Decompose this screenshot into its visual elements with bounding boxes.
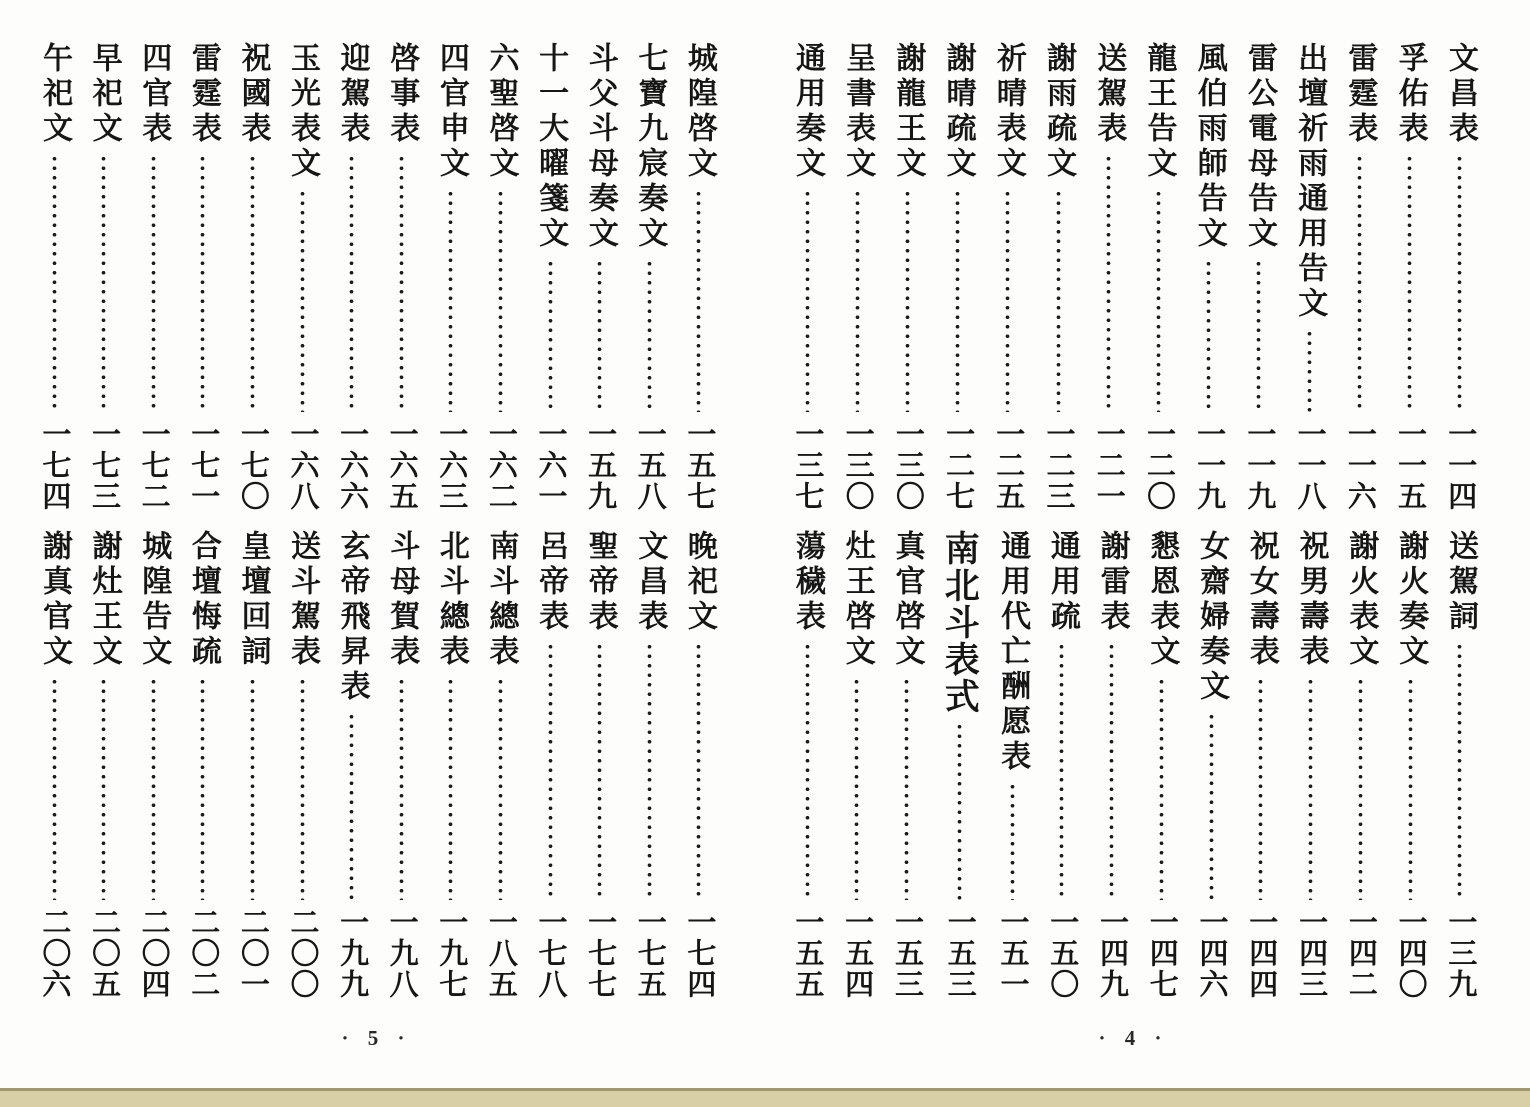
dot-leader	[645, 259, 654, 412]
entry-title: 出壇祈雨通用告文	[1293, 42, 1327, 322]
entry-page-number: 一六八	[286, 419, 319, 512]
toc-entry	[1442, 530, 1478, 1000]
entry-title: 風伯雨師告文	[1192, 42, 1226, 252]
toc-entry	[1341, 42, 1377, 512]
toc-entry	[284, 42, 320, 512]
entry-page-number: 一七七	[584, 907, 617, 1000]
toc-entry	[234, 530, 270, 1000]
entry-title: 南斗總表	[484, 530, 518, 670]
dot-leader	[1455, 642, 1464, 900]
entry-page-number: 一五八	[633, 419, 666, 512]
entry-title: 斗父斗母奏文	[583, 42, 617, 252]
toc-entry	[1040, 42, 1076, 512]
toc-entry	[1392, 42, 1428, 512]
entry-page-number: 一三七	[791, 419, 824, 512]
toc-entry	[135, 42, 171, 512]
dot-leader	[546, 259, 555, 412]
dot-leader	[1157, 677, 1166, 900]
entry-page-number: 一二七	[942, 419, 975, 512]
entry-page-number: 一三九	[1444, 907, 1477, 1000]
toc-entry	[1191, 42, 1227, 512]
entry-title: 呂帝表	[534, 530, 568, 635]
dot-leader	[1104, 154, 1113, 412]
dot-leader	[99, 154, 108, 412]
entry-title: 謝龍王文	[891, 42, 925, 182]
entry-title: 通用奏文	[791, 42, 824, 182]
dot-leader	[1207, 712, 1216, 900]
toc-entry	[582, 42, 618, 512]
entry-title: 聖帝表	[583, 530, 617, 635]
entry-title: 謝真官文	[38, 530, 71, 670]
dot-leader	[1003, 189, 1012, 412]
entry-page-number: 一一六	[1343, 419, 1376, 512]
dot-leader	[298, 189, 307, 412]
entry-title: 通用疏	[1045, 530, 1079, 635]
entry-page-number: 二〇〇	[286, 907, 319, 1000]
dot-leader	[1405, 154, 1414, 412]
entry-title: 送斗駕表	[286, 530, 320, 670]
dot-leader	[347, 154, 356, 412]
dot-leader	[1054, 189, 1063, 412]
entry-page-number: 一一八	[1293, 419, 1326, 512]
dot-leader	[953, 189, 962, 412]
toc-entry	[1442, 42, 1478, 512]
dot-leader	[902, 677, 911, 900]
entry-page-number: 一二〇	[1142, 419, 1175, 512]
dot-leader	[1406, 677, 1415, 900]
entry-title: 祈晴表文	[991, 42, 1025, 182]
entry-page-number: 一四七	[1145, 907, 1178, 1000]
entry-title: 孚佑表	[1393, 42, 1427, 147]
toc-entry	[631, 42, 667, 512]
toc-entry	[839, 530, 875, 1000]
entry-title: 文昌表	[1443, 42, 1477, 147]
entry-title: 謝雨疏文	[1042, 42, 1076, 182]
dot-leader	[546, 642, 555, 900]
entry-title: 城隍告文	[137, 530, 171, 670]
toc-entry	[631, 530, 667, 1000]
dot-leader	[1057, 642, 1066, 900]
entry-page-number: 一四六	[1195, 907, 1228, 1000]
entry-page-number: 一五七	[683, 419, 716, 512]
entry-title: 玉光表文	[286, 42, 320, 182]
toc-entry	[839, 42, 875, 512]
entry-page-number: 一二五	[992, 419, 1025, 512]
toc-entry	[889, 42, 925, 512]
entry-page-number: 一七八	[534, 907, 567, 1000]
toc-entry	[1243, 530, 1279, 1000]
entry-page-number: 一四二	[1344, 907, 1377, 1000]
entry-title: 祝國表	[236, 42, 270, 147]
dot-leader	[1305, 329, 1314, 412]
dot-leader	[1455, 154, 1464, 412]
toc-section-bottom	[789, 530, 1478, 1000]
toc-section-bottom	[36, 530, 717, 1000]
toc-entry	[1090, 42, 1126, 512]
toc-entry	[482, 42, 518, 512]
toc-entry	[482, 530, 518, 1000]
page-folio: · 5 ·	[341, 1026, 412, 1050]
toc-entry	[185, 530, 221, 1000]
entry-title: 啓事表	[385, 42, 419, 147]
dot-leader	[645, 642, 654, 900]
dot-leader	[198, 154, 207, 412]
page-left	[36, 42, 717, 1051]
entry-title: 四官表	[137, 42, 171, 147]
entry-page-number: 一九八	[385, 907, 418, 1000]
entry-title: 玄帝飛昇表	[335, 530, 369, 705]
toc-entry	[433, 42, 469, 512]
entry-page-number: 一七二	[137, 419, 170, 512]
toc-entry	[681, 530, 717, 1000]
toc-entry	[86, 42, 122, 512]
entry-page-number: 二〇四	[137, 907, 170, 1000]
toc-entry	[1392, 530, 1428, 1000]
dot-leader	[903, 189, 912, 412]
toc-entry	[994, 530, 1030, 1000]
entry-page-number: 一五三	[943, 907, 976, 1000]
entry-page-number: 一五一	[996, 907, 1029, 1000]
entry-title: 真官啓文	[890, 530, 924, 670]
dot-leader	[496, 677, 505, 900]
toc-entry	[383, 42, 419, 512]
dot-leader	[99, 677, 108, 900]
entry-title: 蕩穢表	[791, 530, 824, 635]
toc-entry	[135, 530, 171, 1000]
toc-entry	[1094, 530, 1130, 1000]
entry-page-number: 一七四	[38, 419, 71, 512]
entry-title: 灶王啓文	[840, 530, 874, 670]
toc-entry	[681, 42, 717, 512]
toc-entry	[1291, 42, 1327, 512]
entry-title: 文昌表	[633, 530, 667, 635]
dot-leader	[1107, 642, 1116, 900]
entry-title: 謝晴疏文	[941, 42, 975, 182]
entry-page-number: 一六二	[484, 419, 517, 512]
entry-page-number: 一七一	[187, 419, 220, 512]
dot-leader	[694, 642, 703, 900]
toc-entry	[433, 530, 469, 1000]
toc-entry	[334, 530, 370, 1000]
dot-leader	[1306, 677, 1315, 900]
toc-entry	[284, 530, 320, 1000]
dot-leader	[803, 189, 812, 412]
entry-page-number: 一七〇	[236, 419, 269, 512]
toc-entry	[1044, 530, 1080, 1000]
entry-page-number: 一三〇	[841, 419, 874, 512]
entry-page-number: 一四〇	[1394, 907, 1427, 1000]
entry-title: 送駕表	[1092, 42, 1126, 147]
dot-leader	[1008, 782, 1017, 900]
entry-title: 合壇悔疏	[186, 530, 220, 670]
entry-page-number: 一一九	[1193, 419, 1226, 512]
entry-title: 早祀文	[87, 42, 121, 147]
dot-leader	[248, 154, 257, 412]
toc-entry	[789, 530, 825, 1000]
entry-title: 南北斗表式	[940, 530, 980, 715]
entry-title: 十一大曜箋文	[534, 42, 568, 252]
entry-title: 雷公電母告文	[1242, 42, 1276, 252]
toc-entry	[86, 530, 122, 1000]
toc-entry	[532, 530, 568, 1000]
page-folio: · 4 ·	[1098, 1026, 1169, 1050]
entry-title: 皇壇回詞	[236, 530, 270, 670]
entry-page-number: 一五四	[841, 907, 874, 1000]
entry-title: 七寶九宸奏文	[633, 42, 667, 252]
dot-leader	[1256, 677, 1265, 900]
toc-part-heading	[938, 530, 980, 1000]
dot-leader	[149, 154, 158, 412]
toc-entry	[990, 42, 1026, 512]
entry-page-number: 一六六	[336, 419, 369, 512]
entry-title: 女齋婦奏文	[1195, 530, 1229, 705]
entry-page-number: 一四九	[1096, 907, 1128, 1000]
entry-title: 謝雷表	[1095, 530, 1129, 635]
dot-leader	[496, 189, 505, 412]
dot-leader	[149, 677, 158, 900]
dot-leader	[595, 259, 604, 412]
entry-page-number: 一六一	[534, 419, 567, 512]
dot-leader	[397, 154, 406, 412]
entry-page-number: 一一四	[1444, 419, 1477, 512]
dot-leader	[853, 189, 862, 412]
dot-leader	[1254, 259, 1263, 412]
entry-page-number: 一五九	[584, 419, 617, 512]
entry-title: 北斗總表	[434, 530, 468, 670]
dot-leader	[1356, 677, 1365, 900]
entry-page-number: 一二三	[1042, 419, 1075, 512]
dot-leader	[1154, 189, 1163, 412]
toc-entry	[185, 42, 221, 512]
entry-page-number: 一四四	[1245, 907, 1278, 1000]
entry-page-number: 一七四	[683, 907, 716, 1000]
entry-title: 通用代亡酬愿表	[996, 530, 1030, 775]
entry-title: 懇恩表文	[1145, 530, 1179, 670]
entry-page-number: 一一九	[1243, 419, 1276, 512]
entry-page-number: 一九九	[336, 907, 369, 1000]
entry-title: 雷霆表	[186, 42, 220, 147]
entry-title: 四官申文	[434, 42, 468, 182]
dot-leader	[248, 677, 257, 900]
entry-page-number: 一二一	[1092, 419, 1125, 512]
entry-page-number: 一一五	[1394, 419, 1427, 512]
entry-title: 謝灶王文	[87, 530, 121, 670]
toc-section-top	[789, 42, 1478, 512]
toc-entry	[582, 530, 618, 1000]
entry-title: 呈書表文	[841, 42, 875, 182]
toc-entry	[383, 530, 419, 1000]
dot-leader	[1204, 259, 1213, 412]
entry-page-number: 一八五	[484, 907, 517, 1000]
entry-title: 祝男壽表	[1294, 530, 1328, 670]
toc-entry	[1241, 42, 1277, 512]
dot-leader	[1355, 154, 1364, 412]
dot-leader	[446, 677, 455, 900]
toc-entry	[1293, 530, 1329, 1000]
entry-title: 午祀文	[38, 42, 71, 147]
entry-page-number: 一九七	[435, 907, 468, 1000]
toc-entry	[1193, 530, 1229, 1000]
entry-page-number: 一五〇	[1046, 907, 1079, 1000]
toc-entry	[1141, 42, 1177, 512]
dot-leader	[298, 677, 307, 900]
entry-title: 晚祀文	[682, 530, 716, 635]
dot-leader	[955, 722, 964, 900]
entry-title: 城隍啓文	[682, 42, 716, 182]
page-right	[789, 42, 1478, 1051]
toc-section-top	[36, 42, 717, 512]
dot-leader	[694, 189, 703, 412]
toc-entry	[36, 42, 72, 512]
toc-entry	[1342, 530, 1378, 1000]
dot-leader	[397, 677, 406, 900]
entry-page-number: 二〇五	[88, 907, 121, 1000]
toc-entry	[234, 42, 270, 512]
entry-page-number: 一六三	[435, 419, 468, 512]
entry-page-number: 二〇六	[38, 907, 71, 1000]
toc-entry	[1143, 530, 1179, 1000]
entry-page-number: 一四三	[1295, 907, 1328, 1000]
entry-title: 龍王告文	[1142, 42, 1176, 182]
entry-title: 祝女壽表	[1244, 530, 1278, 670]
entry-title: 斗母賀表	[385, 530, 419, 670]
entry-page-number: 一五三	[890, 907, 923, 1000]
entry-title: 謝火表文	[1344, 530, 1378, 670]
toc-entry	[36, 530, 72, 1000]
entry-title: 雷霆表	[1343, 42, 1377, 147]
dot-leader	[852, 677, 861, 900]
toc-entry	[334, 42, 370, 512]
toc-entry	[532, 42, 568, 512]
dot-leader	[347, 712, 356, 900]
entry-page-number: 一五五	[791, 907, 824, 1000]
dot-leader	[198, 677, 207, 900]
dot-leader	[803, 642, 812, 900]
entry-page-number: 二〇二	[187, 907, 220, 1000]
entry-page-number: 一七五	[633, 907, 666, 1000]
dot-leader	[50, 154, 59, 412]
entry-page-number: 一三〇	[891, 419, 924, 512]
entry-title: 六聖啓文	[484, 42, 518, 182]
toc-entry	[789, 42, 825, 512]
dot-leader	[595, 642, 604, 900]
entry-page-number: 一六五	[385, 419, 418, 512]
toc-entry	[889, 530, 925, 1000]
entry-title: 謝火奏文	[1394, 530, 1428, 670]
entry-title: 迎駕表	[335, 42, 369, 147]
dot-leader	[50, 677, 59, 900]
book-edge-strip	[0, 1088, 1530, 1107]
dot-leader	[446, 189, 455, 412]
entry-page-number: 一七三	[88, 419, 121, 512]
toc-entry	[940, 42, 976, 512]
entry-page-number: 二〇一	[236, 907, 269, 1000]
entry-title: 送駕詞	[1443, 530, 1477, 635]
